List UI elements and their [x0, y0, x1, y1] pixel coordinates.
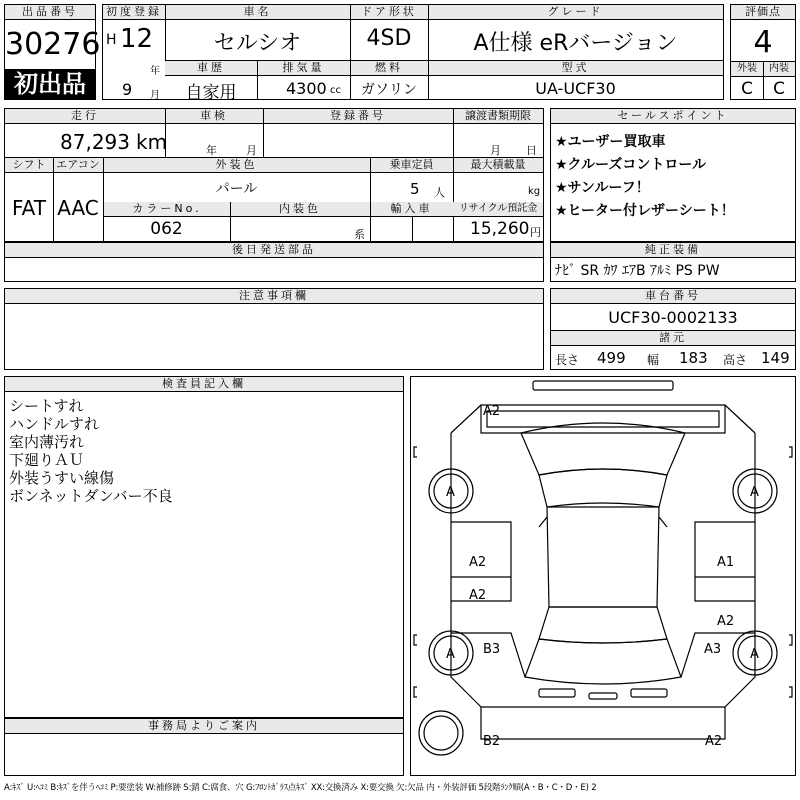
- inspection-month-unit: 月: [246, 144, 257, 157]
- exterior-label: 外装: [731, 62, 763, 77]
- mark-front-left-wheel: A: [446, 485, 455, 500]
- door-label: ドア形状: [350, 5, 428, 20]
- sales-points-box: [550, 108, 796, 242]
- notes-title: 注意事項欄: [5, 289, 543, 304]
- width-value: 183: [679, 349, 708, 367]
- height-label: 高さ: [723, 353, 748, 367]
- equipment-title: 純正装備: [551, 243, 795, 258]
- score-value: 4: [753, 25, 773, 60]
- fuel-value: ガソリン: [361, 82, 417, 98]
- mark-right-rear-door: A2: [717, 614, 735, 629]
- equipment-box: [550, 242, 796, 282]
- chassis-title: 車台番号: [551, 289, 795, 304]
- office-box: [4, 718, 404, 776]
- door-value: 4SD: [366, 26, 412, 51]
- transfer-day-unit: 日: [526, 144, 537, 157]
- aircon-label: エアコン: [53, 158, 103, 173]
- office-title: 事務局よりご案内: [5, 719, 403, 734]
- inspector-line: シートすれ: [9, 397, 84, 415]
- displacement-unit: cc: [330, 85, 341, 96]
- displacement-value: 4300: [286, 79, 327, 98]
- mark-rear-bumper-left: B2: [483, 734, 501, 749]
- grade-value: A仕様 eRバージョン: [473, 31, 678, 56]
- month-value: 9: [122, 80, 133, 99]
- first-listing-text: 初出品: [14, 70, 86, 98]
- inspection-label: 車検: [165, 109, 263, 124]
- capacity-value: 5: [410, 180, 420, 198]
- sales-point-item: ★ヒーター付レザーシート！: [555, 203, 735, 219]
- sales-points-title: セールスポイント: [551, 109, 795, 124]
- interior-label: 内装: [763, 62, 795, 77]
- int-color-label: 内装色: [230, 202, 370, 217]
- score-box: [730, 4, 796, 100]
- capacity-label: 乗車定員: [370, 158, 453, 173]
- footer-legend: A:ｷｽﾞ U:ﾍｺﾐ B:ｷｽﾞを伴うﾍｺﾐ P:要塗装 W:補修跡 S:錆 C:腐食、穴 G:ﾌﾛﾝﾄｶﾞﾗｽ点ｷｽﾞ XX:交換済み X:要交換 欠:欠品 内・外装評価 5段階ﾗﾝｸ順(A・B・C・D・E) 2: [4, 783, 597, 793]
- inspector-line: 外装うすい線傷: [9, 469, 115, 487]
- later-parts-label: 後日発送部品: [5, 243, 543, 258]
- length-value: 499: [597, 349, 626, 367]
- displacement-label: 排気量: [257, 61, 350, 76]
- mark-rear-bumper-right: A2: [705, 734, 723, 749]
- int-color-suffix: 系: [354, 228, 365, 241]
- history-label: 車歴: [165, 61, 257, 76]
- model-code-label: 型式: [428, 61, 723, 76]
- specs-title: 諸元: [551, 330, 795, 346]
- car-name-label: 車名: [165, 5, 350, 20]
- later-parts-box: [4, 242, 544, 282]
- recycle-unit: 円: [530, 226, 541, 239]
- inspector-line: ハンドルすれ: [9, 415, 100, 433]
- max-load-label: 最大積載量: [453, 158, 543, 173]
- plate-label: 登録番号: [263, 109, 453, 124]
- mileage-label: 走行: [5, 109, 165, 124]
- inspection-year-unit: 年: [206, 144, 217, 157]
- mark-rear-right-wheel: A: [750, 647, 759, 662]
- color-no-value: 062: [150, 219, 183, 239]
- mark-right-front-door: A1: [717, 555, 735, 570]
- chassis-value: UCF30-0002133: [608, 308, 738, 327]
- exterior-grade: C: [741, 79, 753, 99]
- sales-point-item: ★ユーザー買取車: [555, 134, 666, 150]
- inspector-box: [4, 376, 404, 718]
- score-label: 評価点: [731, 5, 795, 20]
- month-unit: 月: [150, 90, 160, 101]
- recycle-value: 15,260: [470, 219, 530, 239]
- era-prefix: H: [106, 32, 117, 48]
- mark-rear-left-quarter: B3: [483, 642, 501, 657]
- mark-rear-left-wheel: A: [446, 647, 455, 662]
- year-unit: 年: [150, 66, 160, 77]
- sales-point-item: ★サンルーフ！: [555, 180, 650, 196]
- transfer-label: 譲渡書類期限: [453, 109, 543, 124]
- mark-rear-right-quarter: A3: [704, 642, 722, 657]
- mark-front-bumper: A2: [483, 404, 501, 419]
- ext-color-label: 外装色: [103, 158, 370, 173]
- chassis-box: [550, 288, 796, 370]
- car-diagram-svg: [411, 377, 795, 775]
- car-name-value: セルシオ: [213, 31, 302, 56]
- fuel-label: 燃料: [350, 61, 428, 76]
- ext-color-value: パール: [215, 181, 258, 197]
- import-label: 輸入車: [370, 202, 453, 217]
- equipment-value: ﾅﾋﾞ SR ｶﾜ ｴｱB ｱﾙﾐ PS PW: [555, 263, 720, 279]
- recycle-label: リサイクル預託金: [453, 202, 543, 217]
- notes-box: [4, 288, 544, 370]
- first-reg-label: 初度登録: [103, 5, 165, 20]
- era-year: 12: [120, 24, 154, 54]
- inspector-line: 室内薄汚れ: [9, 433, 85, 451]
- inspector-title: 検査員記入欄: [5, 377, 403, 392]
- first-listing-badge: [5, 69, 95, 99]
- mileage-value: 87,293: [60, 130, 130, 154]
- lot-number-label: 出品番号: [5, 5, 95, 20]
- sales-point-item: ★クルーズコントロール: [555, 157, 707, 173]
- grade-label: グレード: [428, 5, 723, 20]
- vehicle-info-box: [4, 108, 544, 242]
- color-no-label: カラーNo.: [104, 202, 230, 217]
- height-value: 149: [761, 349, 790, 367]
- shift-value: FAT: [11, 196, 46, 220]
- mark-front-right-wheel: A: [750, 485, 759, 500]
- transfer-month-unit: 月: [490, 144, 501, 157]
- mileage-unit: km: [136, 130, 168, 154]
- interior-grade: C: [773, 79, 785, 99]
- inspector-line: ボンネットダンバー不良: [9, 487, 173, 505]
- aircon-value: AAC: [57, 196, 99, 220]
- mark-left-rear-door: A2: [469, 588, 487, 603]
- shift-label: シフト: [5, 158, 53, 173]
- car-diagram: [410, 376, 796, 776]
- width-label: 幅: [647, 353, 660, 367]
- length-label: 長さ: [555, 353, 580, 367]
- mark-left-front-door: A2: [469, 555, 487, 570]
- inspector-line: 下廻りＡＵ: [9, 451, 85, 469]
- lot-number-value: 30276: [5, 27, 101, 62]
- lot-number-box: [4, 4, 101, 100]
- max-load-unit: kg: [528, 186, 541, 197]
- history-value: 自家用: [185, 83, 237, 103]
- capacity-unit: 人: [434, 186, 445, 199]
- model-code-value: UA-UCF30: [535, 79, 616, 98]
